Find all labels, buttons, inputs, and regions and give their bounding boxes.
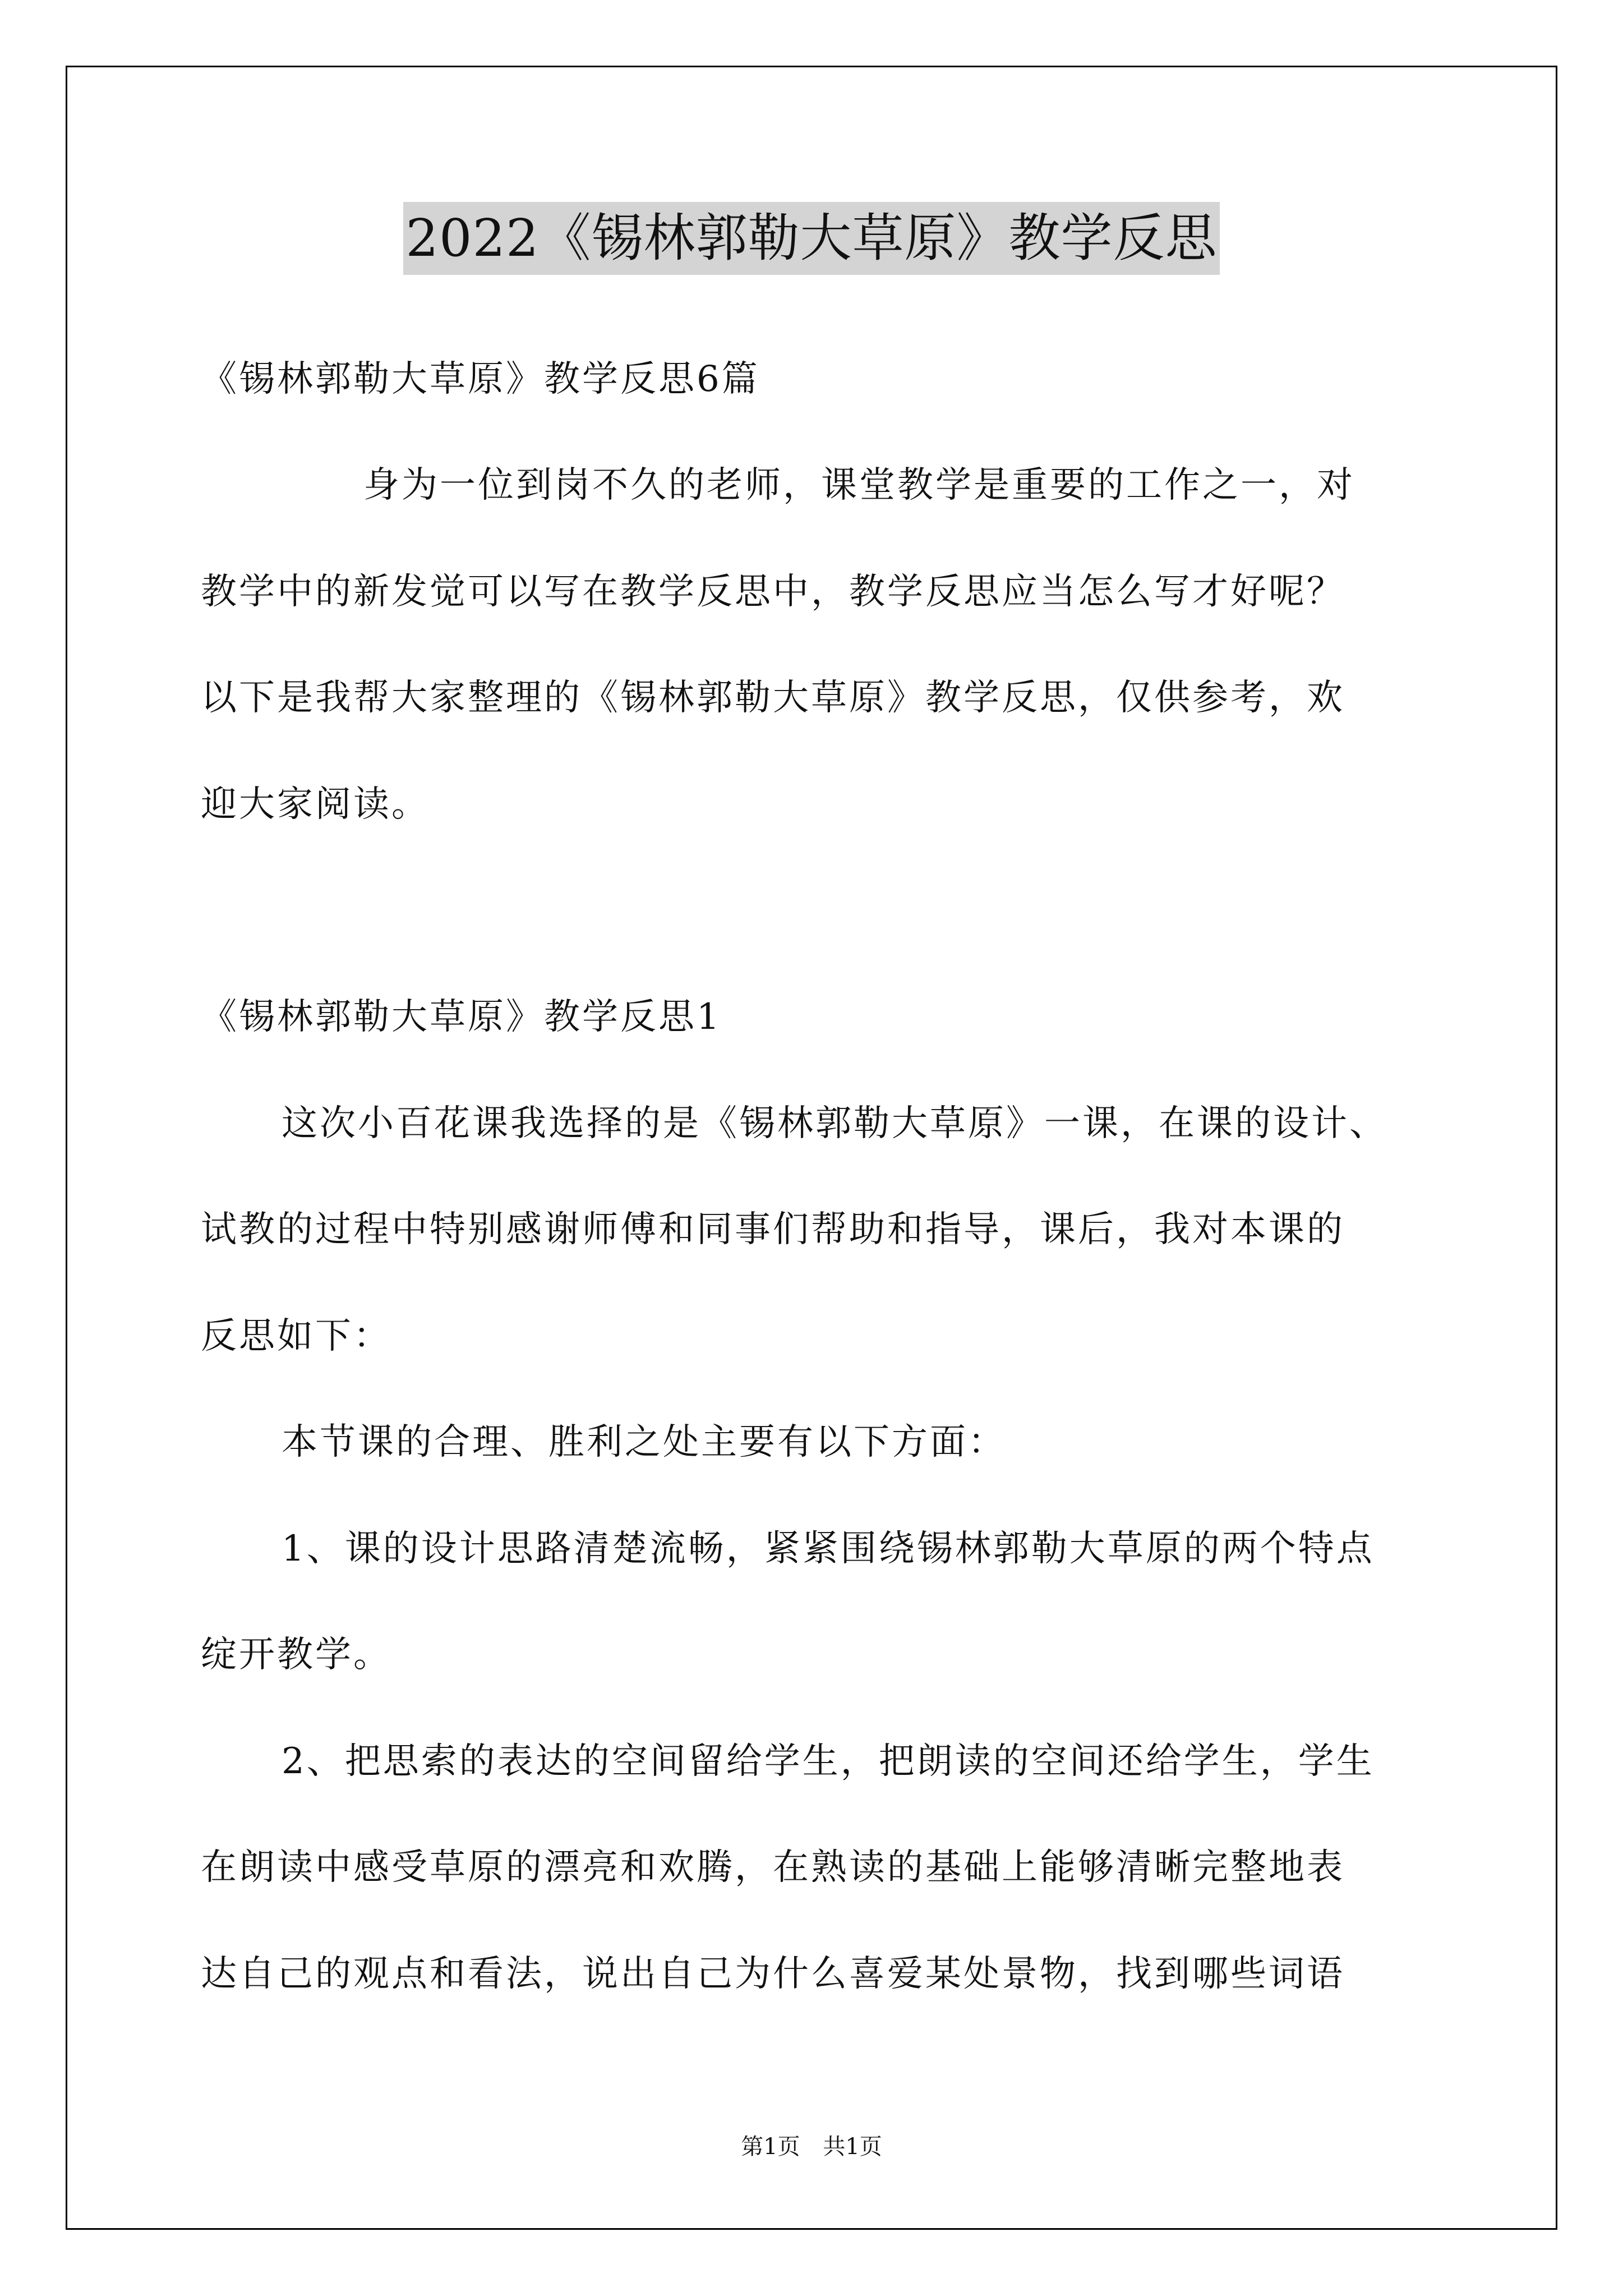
paragraph-line: 反思如下：: [201, 1315, 391, 1357]
section-heading: 《锡林郭勒大草原》教学反思1: [201, 996, 722, 1038]
page-number: 第1页: [741, 2134, 800, 2160]
page-total: 共1页: [823, 2134, 882, 2160]
subtitle-line: 《锡林郭勒大草原》教学反思6篇: [201, 358, 760, 400]
paragraph-line: 在朗读中感受草原的漂亮和欢腾，在熟读的基础上能够清晰完整地表: [201, 1847, 1345, 1888]
paragraph-line: 身为一位到岗不久的老师，课堂教学是重要的工作之一，对: [363, 464, 1355, 506]
paragraph-line: 1、课的设计思路清楚流畅，紧紧围绕锡林郭勒大草原的两个特点: [282, 1528, 1375, 1570]
title-container: [0, 202, 1623, 275]
paragraph-line: 试教的过程中特别感谢师傅和同事们帮助和指导，课后，我对本课的: [201, 1209, 1345, 1250]
document-title: 2022《锡林郭勒大草原》教学反思: [403, 202, 1219, 275]
paragraph-line: 绽开教学。: [201, 1634, 391, 1676]
paragraph-line: 达自己的观点和看法，说出自己为什么喜爱某处景物，找到哪些词语: [201, 1953, 1345, 1995]
paragraph-line: 本节课的合理、胜利之处主要有以下方面：: [282, 1421, 1006, 1463]
paragraph-line: 迎大家阅读。: [201, 784, 430, 825]
paragraph-line: 2、把思索的表达的空间留给学生，把朗读的空间还给学生，学生: [282, 1741, 1375, 1782]
paragraph-line: 这次小百花课我选择的是《锡林郭勒大草原》一课，在课的设计、: [282, 1103, 1387, 1144]
page-footer: [0, 2133, 1623, 2161]
paragraph-line: 教学中的新发觉可以写在教学反思中，教学反思应当怎么写才好呢？: [201, 571, 1345, 613]
paragraph-line: 以下是我帮大家整理的《锡林郭勒大草原》教学反思，仅供参考，欢: [201, 677, 1345, 719]
